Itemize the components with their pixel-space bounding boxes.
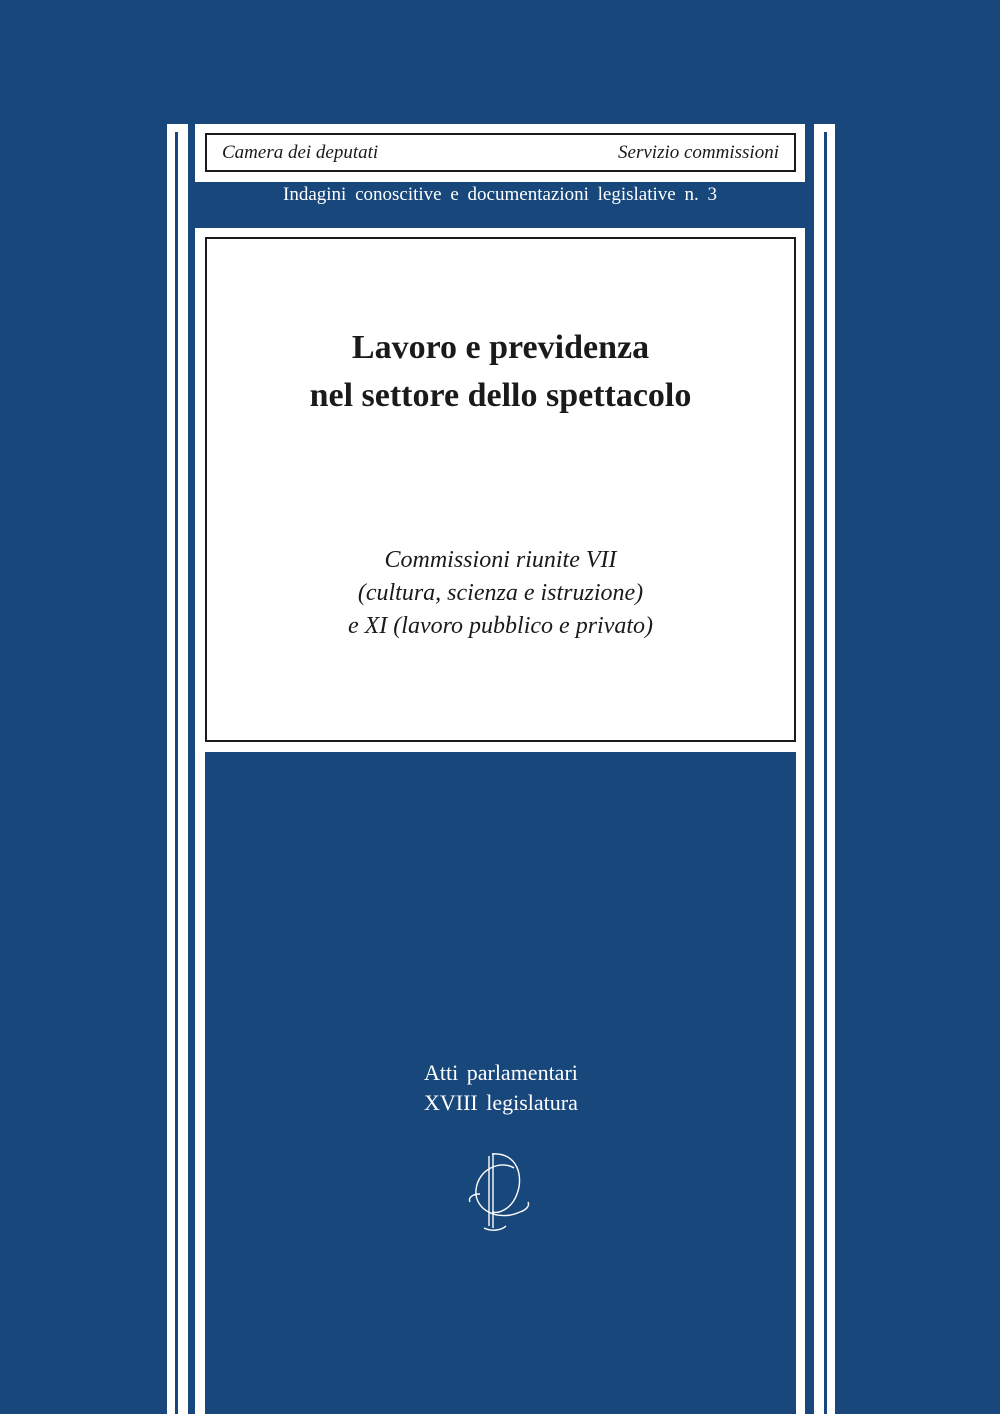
footer-line-1: Atti parlamentari (424, 1060, 578, 1085)
camera-monogram-icon (462, 1146, 542, 1236)
header-box (205, 133, 796, 172)
subtitle-line-3: e XI (lavoro pubblico e privato) (347, 613, 654, 639)
left-frame-inner-line (175, 132, 178, 1414)
service-name: Servizio commissioni (618, 142, 779, 163)
title-box (205, 237, 796, 742)
right-frame-inner-line (824, 132, 827, 1414)
subtitle-line-1: Commissioni riunite VII (384, 547, 617, 573)
title-line-1: Lavoro e previdenza (351, 329, 650, 366)
footer-line-2: XVIII legislatura (424, 1090, 578, 1115)
title-line-2: nel settore dello spettacolo (309, 377, 692, 414)
publisher-name: Camera dei deputati (222, 142, 379, 163)
subtitle-line-2: (cultura, scienza e istruzione) (357, 580, 644, 606)
series-title: Indagini conoscitive e documentazioni legislative n. 3 (283, 184, 717, 205)
